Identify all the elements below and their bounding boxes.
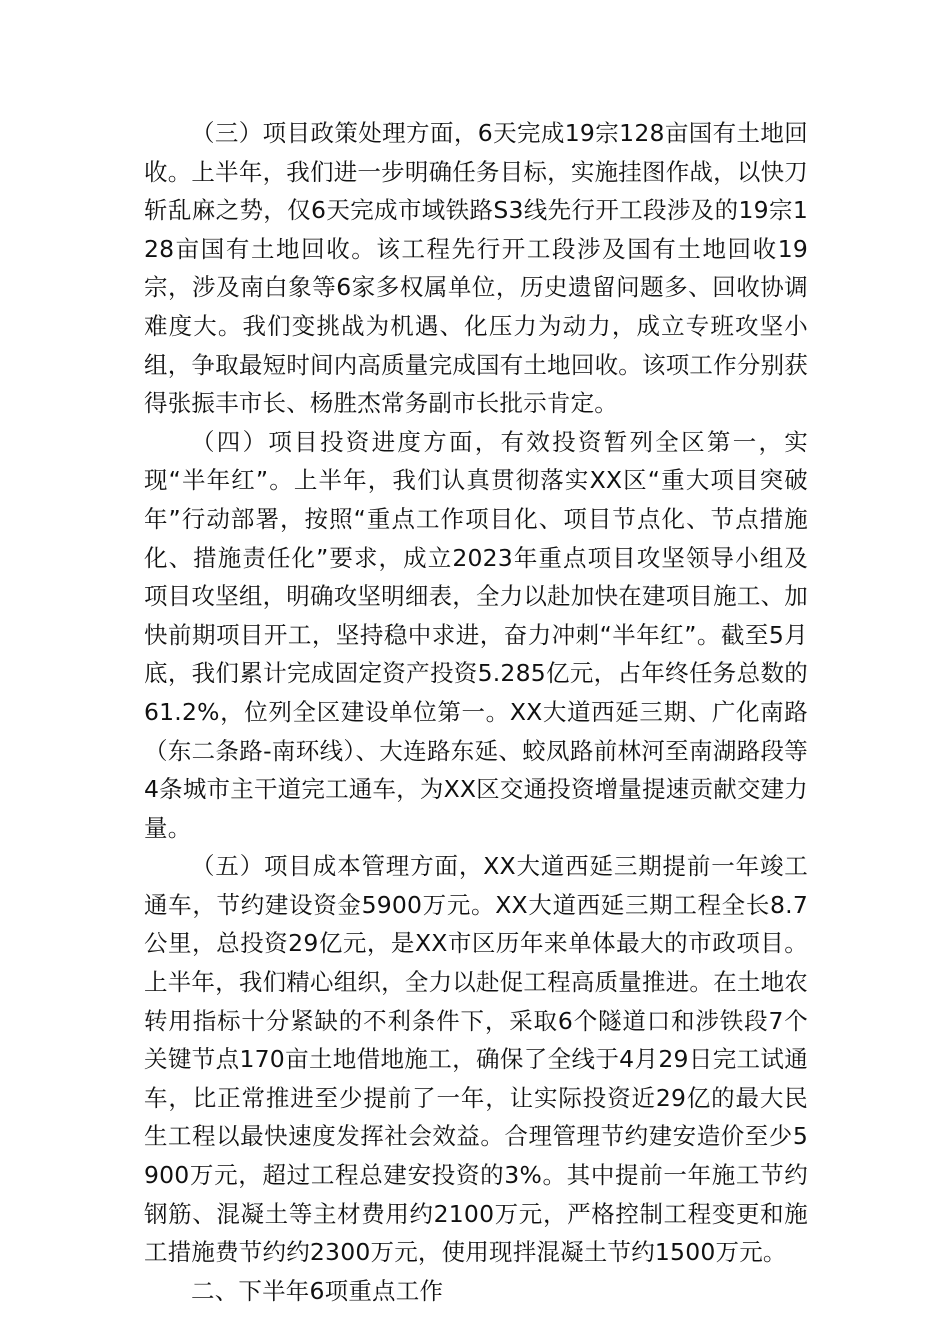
paragraph-policy-handling: （三）项目政策处理方面，6天完成19宗128亩国有土地回收。上半年，我们进一步明确任务目标，实施挂图作战，以快刀斩乱麻之势，仅6天完成市域铁路S3线先行开工段涉及的19宗128亩国有土地回收。该工程先行开工段涉及国有土地回收19宗，涉及南白象等6家多权属单位，历史遗留问题多、回收协调难度大。我们变挑战为机遇、化压力为动力，成立专班攻坚小组，争取最短时间内高质量完成国有土地回收。该项工作分别获得张振丰市长、杨胜杰常务副市长批示肯定。 — [144, 119, 808, 418]
paragraph-cost-management: （五）项目成本管理方面，XX大道西延三期提前一年竣工通车，节约建设资金5900万元。XX大道西延三期工程全长8.7公里，总投资29亿元，是XX市区历年来单体最大的市政项目。上半年，我们精心组织，全力以赴促工程高质量推进。在土地农转用指标十分紧缺的不利条件下，采取6个隧道口和涉铁段7个关键节点170亩土地借地施工，确保了全线于4月29日完工试通车，比正常推进至少提前了一年，让实际投资近29亿的最大民生工程以最快速度发挥社会效益。合理管理节约建安造价至少5900万元，超过工程总建安投资的3%。其中提前一年施工节约钢筋、混凝土等主材费用约2100万元，严格控制工程变更和施工措施费节约约2300万元，使用现拌混凝土节约1500万元。 — [144, 852, 808, 1267]
paragraph-investment-progress: （四）项目投资进度方面，有效投资暂列全区第一，实现“半年红”。上半年，我们认真贯彻落实XX区“重大项目突破年”行动部署，按照“重点工作项目化、项目节点化、节点措施化、措施责任化”要求，成立2023年重点项目攻坚领导小组及项目攻坚组，明确攻坚明细表，全力以赴加快在建项目施工、加快前期项目开工，坚持稳中求进，奋力冲刺“半年红”。截至5月底，我们累计完成固定资产投资5.285亿元，占年终任务总数的61.2%，位列全区建设单位第一。XX大道西延三期、广化南路（东二条路-南环线）、大连路东延、蛟凤路前林河至南湖路段等4条城市主干道完工通车，为XX区交通投资增量提速贡献交建力量。 — [144, 427, 808, 842]
section-heading-second-half-work: 二、下半年6项重点工作 — [191, 1276, 444, 1305]
document-body — [144, 114, 808, 1310]
